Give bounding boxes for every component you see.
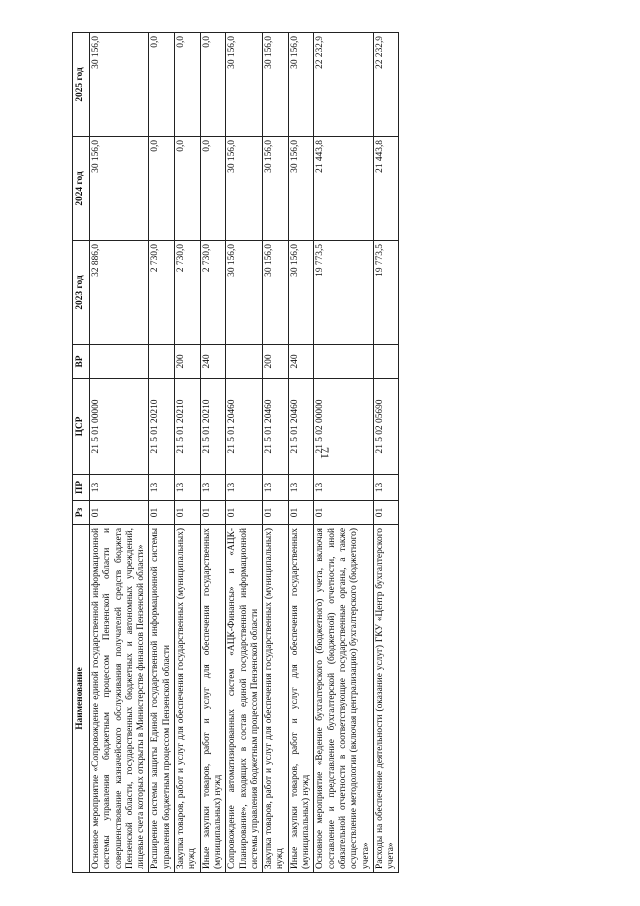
cell-rz: 01 — [314, 501, 373, 525]
cell-name: Закупка товаров, работ и услуг для обеспечения государственных (муниципальных) нужд — [175, 525, 201, 873]
header-rz: Рз — [73, 501, 90, 525]
table-row — [175, 33, 201, 873]
cell-2025: 22 232,9 — [373, 33, 399, 137]
cell-vr: 240 — [200, 345, 226, 379]
table-row — [90, 33, 149, 873]
cell-2025: 22 232,9 — [314, 33, 373, 137]
cell-csr: 21 5 01 20460 — [226, 379, 263, 475]
cell-pr: 13 — [314, 475, 373, 501]
cell-2024: 0,0 — [175, 137, 201, 241]
cell-rz: 01 — [226, 501, 263, 525]
cell-csr: 21 5 01 20460 — [263, 379, 289, 475]
header-name: Наименование — [73, 525, 90, 873]
cell-rz: 01 — [373, 501, 399, 525]
cell-rz: 01 — [175, 501, 201, 525]
table-row — [263, 33, 289, 873]
cell-pr: 13 — [175, 475, 201, 501]
cell-2024: 30 156,0 — [263, 137, 289, 241]
cell-2025: 0,0 — [175, 33, 201, 137]
cell-vr — [373, 345, 399, 379]
page-number: 71 — [318, 447, 332, 459]
cell-2023: 19 773,5 — [314, 241, 373, 345]
cell-vr — [90, 345, 149, 379]
cell-vr: 200 — [175, 345, 201, 379]
table-row — [226, 33, 263, 873]
cell-name: Иные закупки товаров, работ и услуг для обеспечения государственных (муниципальных) нужд — [288, 525, 314, 873]
cell-2025: 30 156,0 — [226, 33, 263, 137]
cell-2023: 19 773,5 — [373, 241, 399, 345]
cell-vr — [226, 345, 263, 379]
cell-2024: 0,0 — [200, 137, 226, 241]
rotated-table-wrapper — [72, 33, 568, 873]
table-row — [373, 33, 399, 873]
cell-rz: 01 — [288, 501, 314, 525]
cell-csr: 21 5 01 20460 — [288, 379, 314, 475]
header-pr: ПР — [73, 475, 90, 501]
cell-2023: 32 886,0 — [90, 241, 149, 345]
cell-2024: 30 156,0 — [226, 137, 263, 241]
cell-2023: 30 156,0 — [288, 241, 314, 345]
cell-2024: 0,0 — [149, 137, 175, 241]
table-row — [200, 33, 226, 873]
table-header-row — [73, 33, 90, 873]
cell-2024: 21 443,8 — [373, 137, 399, 241]
cell-rz: 01 — [263, 501, 289, 525]
cell-csr: 21 5 02 05690 — [373, 379, 399, 475]
cell-pr: 13 — [263, 475, 289, 501]
cell-2024: 30 156,0 — [288, 137, 314, 241]
budget-table — [72, 32, 399, 873]
cell-name: Иные закупки товаров, работ и услуг для обеспечения государственных (муниципальных) нужд — [200, 525, 226, 873]
cell-2023: 2 730,0 — [200, 241, 226, 345]
cell-vr: 240 — [288, 345, 314, 379]
header-csr: ЦСР — [73, 379, 90, 475]
cell-2023: 2 730,0 — [175, 241, 201, 345]
header-2024: 2024 год — [73, 137, 90, 241]
table-row — [149, 33, 175, 873]
cell-pr: 13 — [288, 475, 314, 501]
cell-name: Основное мероприятие «Сопровождение единой государственной информационной системы управления бюджетным процессом Пензенской области и совершенствование казначейского обслуживания получателей средств бюджета Пензенской области, государственных бюджетных и автономных учреждений, лицевые счета которых открыты в Министерстве финансов Пензенской области» — [90, 525, 149, 873]
cell-2024: 30 156,0 — [90, 137, 149, 241]
cell-2025: 30 156,0 — [263, 33, 289, 137]
cell-vr: 200 — [263, 345, 289, 379]
cell-name: Основное мероприятие «Ведение бухгалтерского (бюджетного) учета, включая составление и представление бухгалтерской (бюджетной) отчетности, иной обязательной отчетности в соответствующие государственные органы, а также осуществление методологии (включая централизацию) бухгалтерского (бюджетного) учета» — [314, 525, 373, 873]
cell-rz: 01 — [149, 501, 175, 525]
cell-2023: 30 156,0 — [226, 241, 263, 345]
cell-pr: 13 — [149, 475, 175, 501]
cell-name: Расширение системы защиты Единой государственной информационной системы управления бюджетным процессом Пензенской области — [149, 525, 175, 873]
cell-pr: 13 — [373, 475, 399, 501]
cell-name: Сопровождение автоматизированных систем «АЦК-Финансы» и «АЦК-Планирование», входящих в состав единой государственной информационной системы управления бюджетным процессом Пензенской области — [226, 525, 263, 873]
cell-2025: 0,0 — [149, 33, 175, 137]
table-row — [314, 33, 373, 873]
header-2023: 2023 год — [73, 241, 90, 345]
cell-csr: 21 5 01 20210 — [200, 379, 226, 475]
cell-pr: 13 — [226, 475, 263, 501]
cell-name: Закупка товаров, работ и услуг для обеспечения государственных (муниципальных) нужд — [263, 525, 289, 873]
cell-2024: 21 443,8 — [314, 137, 373, 241]
cell-vr — [314, 345, 373, 379]
cell-pr: 13 — [90, 475, 149, 501]
cell-2023: 2 730,0 — [149, 241, 175, 345]
cell-2023: 30 156,0 — [263, 241, 289, 345]
cell-2025: 30 156,0 — [288, 33, 314, 137]
cell-csr: 21 5 01 00000 — [90, 379, 149, 475]
cell-rz: 01 — [200, 501, 226, 525]
cell-csr: 21 5 02 00000 — [314, 379, 373, 475]
cell-name: Расходы на обеспечение деятельности (оказание услуг) ГКУ «Центр бухгалтерского учета» — [373, 525, 399, 873]
cell-2025: 0,0 — [200, 33, 226, 137]
cell-vr — [149, 345, 175, 379]
table-row — [288, 33, 314, 873]
cell-rz: 01 — [90, 501, 149, 525]
cell-pr: 13 — [200, 475, 226, 501]
cell-csr: 21 5 01 20210 — [175, 379, 201, 475]
header-vr: ВР — [73, 345, 90, 379]
header-2025: 2025 год — [73, 33, 90, 137]
cell-2025: 30 156,0 — [90, 33, 149, 137]
cell-csr: 21 5 01 20210 — [149, 379, 175, 475]
